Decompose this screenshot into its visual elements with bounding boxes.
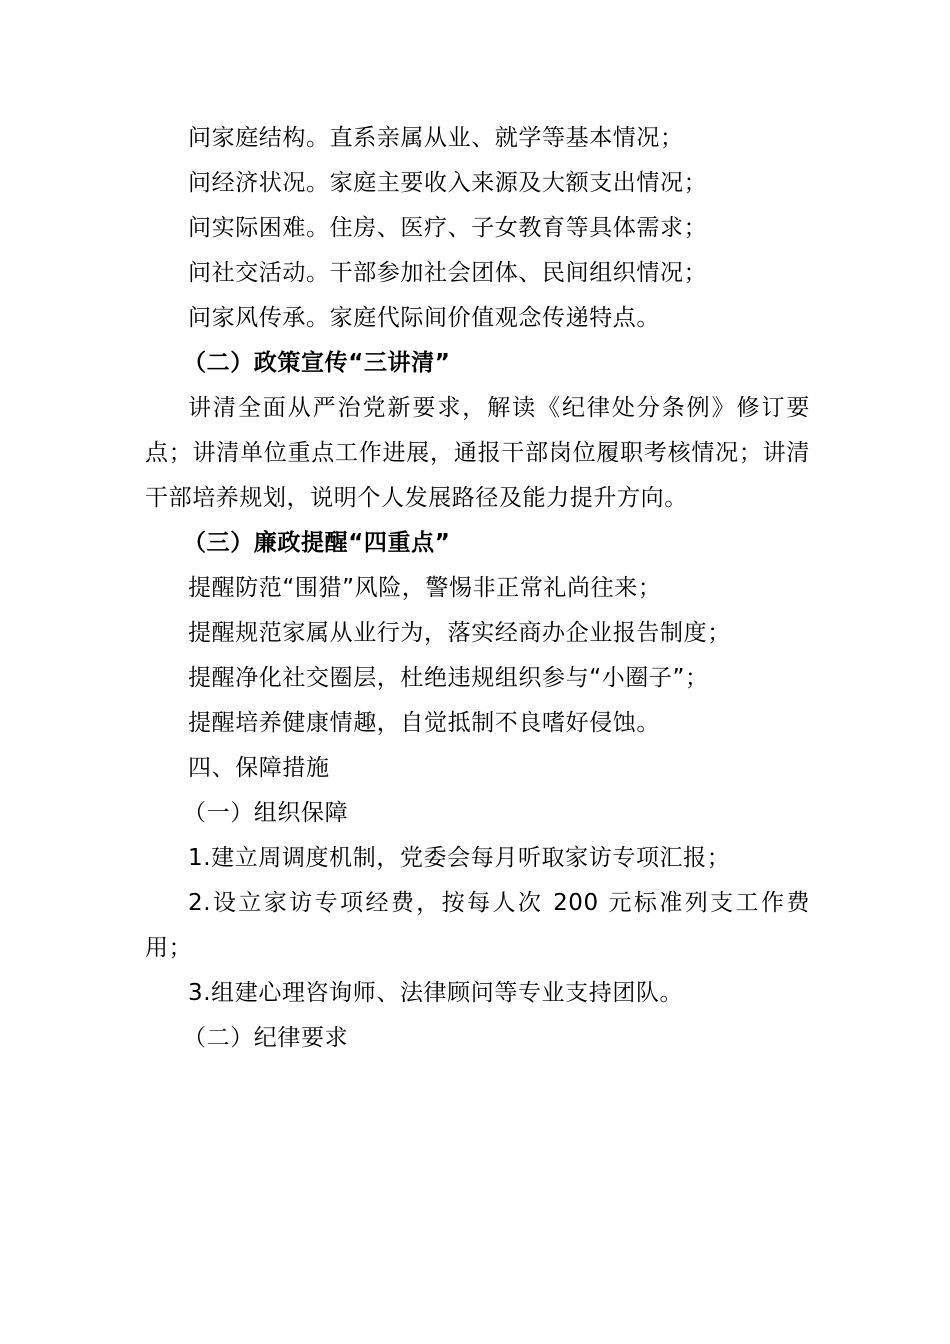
org-item-3: 3.组建心理咨询师、法律顾问等专业支持团队。 [188,980,684,1006]
integrity-item-hunting-risk: 提醒防范“围猎”风险，警惕非正常礼尚往来； [188,575,662,601]
org-item-2: 2.设立家访专项经费，按每人次 200 元标准列支工作费用； [145,890,810,961]
policy-heading: （二）政策宣传“三讲清” [183,350,451,376]
visit-item-difficulties: 问实际困难。住房、医疗、子女教育等具体需求； [188,215,708,241]
visit-item-economic-status: 问经济状况。家庭主要收入来源及大额支出情况； [188,170,708,196]
visit-item-family-structure: 问家庭结构。直系亲属从业、就学等基本情况； [188,125,684,151]
document-page [145,116,810,1061]
org-item-1: 1.建立周调度机制，党委会每月听取家访专项汇报； [188,845,731,871]
integrity-item-social-circle: 提醒净化社交圈层，杜绝违规组织参与“小圈子”； [188,665,709,691]
org-guarantee-heading: （一）组织保障 [183,800,349,826]
visit-item-social-activities: 问社交活动。干部参加社会团体、民间组织情况； [188,260,708,286]
integrity-heading: （三）廉政提醒“四重点” [183,530,451,556]
discipline-heading: （二）纪律要求 [183,1025,349,1051]
integrity-item-healthy-interests: 提醒培养健康情趣，自觉抵制不良嗜好侵蚀。 [188,710,660,736]
integrity-item-family-business: 提醒规范家属从业行为，落实经商办企业报告制度； [188,620,731,646]
section-four-heading: 四、保障措施 [188,755,330,781]
policy-paragraph: 讲清全面从严治党新要求，解读《纪律处分条例》修订要点；讲清单位重点工作进展，通报干部岗位履职考核情况；讲清干部培养规划，说明个人发展路径及能力提升方向。 [145,395,810,511]
visit-item-family-tradition: 问家风传承。家庭代际间价值观念传递特点。 [188,305,660,331]
